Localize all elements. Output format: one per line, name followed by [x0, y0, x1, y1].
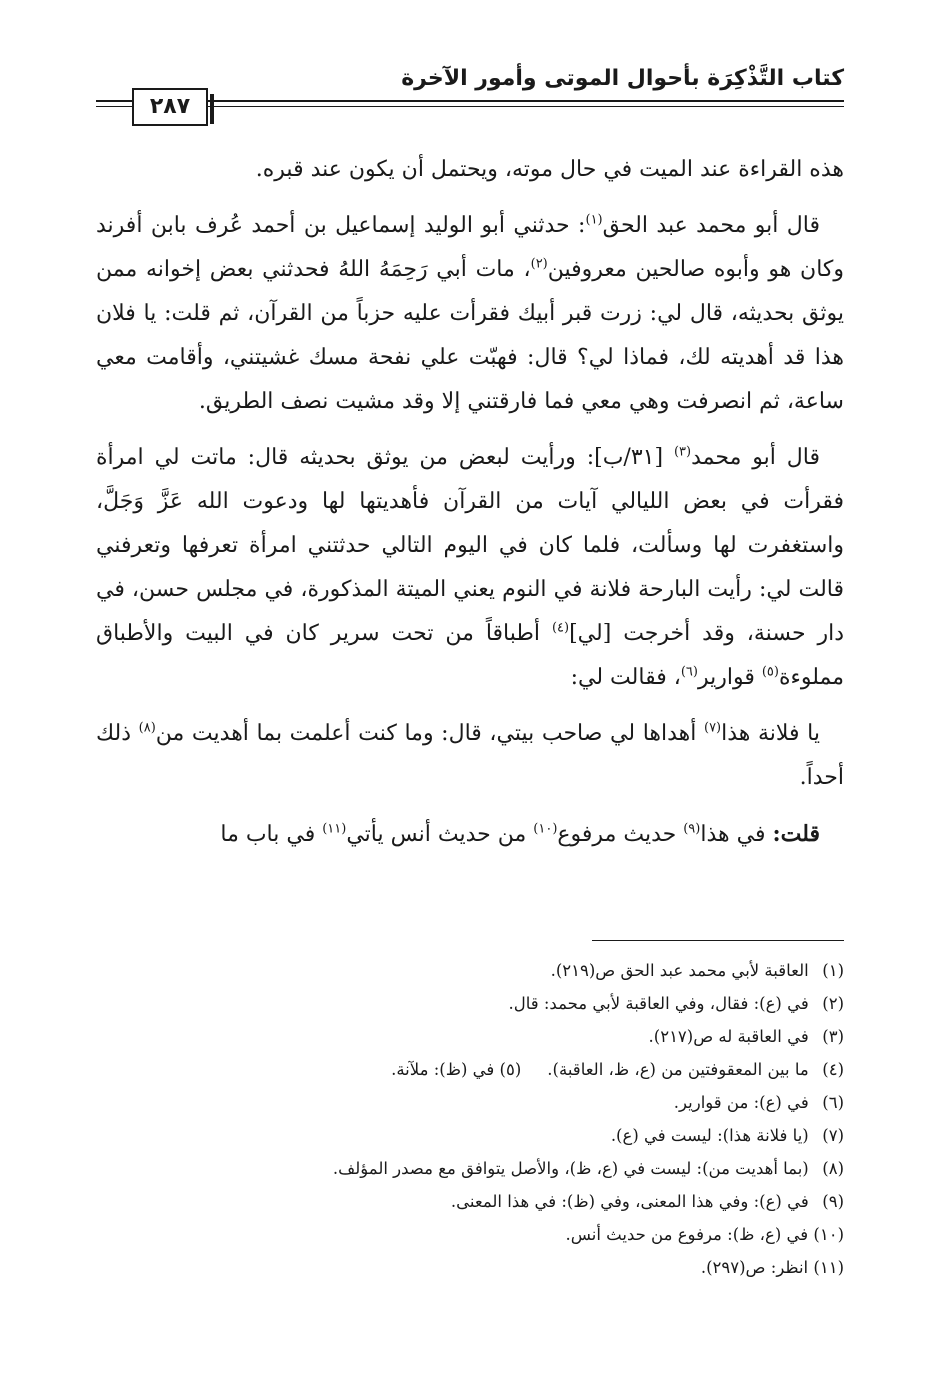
footnote-11 — [96, 1251, 844, 1284]
footnote-2 — [96, 987, 844, 1020]
footnote-11-text: انظر: ص(٢٩٧). — [700, 1258, 809, 1277]
p3-text-d: قوارير — [697, 665, 762, 690]
p5-text-b: حديث مرفوع — [557, 822, 684, 847]
footnote-2-text: في (ع): فقال، وفي العاقبة لأبي محمد: قال. — [508, 994, 809, 1013]
p3-text-b: [٣١/ب]: ورأيت لبعض من يوثق بحديثه قال: ماتت لي امرأة فقرأت في بعض الليالي آيات من القرآن فأهديتها لها ودعوت الله عَزَّ وَجَلَّ، واستغفرت لها وسألت، فلما كان في اليوم التالي حدثتني امرأة تعرفها وتعرفني قالت لي: رأيت البارحة فلانة في النوم يعني الميتة المذكورة، في مجلس حسن، في دار حسنة، وقد أخرجت [لي] — [96, 445, 845, 646]
footnote-9-text: في (ع): وفي هذا المعنى، وفي (ظ): في هذا المعنى. — [450, 1192, 809, 1211]
footnote-ref-1: (١) — [585, 212, 603, 228]
p5-lead-qultu: قلت: — [772, 821, 820, 847]
main-text — [96, 148, 844, 869]
footnote-ref-8: (٨) — [138, 720, 156, 736]
p4-text-a: يا فلانة هذا — [721, 721, 820, 746]
p5-text-a: في هذا — [700, 822, 773, 847]
p5-text-c: من حديث أنس يأتي — [346, 822, 534, 847]
footnote-3-text: في العاقبة له ص(٢١٧). — [648, 1027, 809, 1046]
p4-text-b: أهداها لي صاحب بيتي، قال: وما كنت أعلمت بما أهديت من — [155, 721, 704, 746]
header-rule-thin — [96, 106, 844, 107]
footnote-7 — [96, 1119, 844, 1152]
footnote-ref-2: (٢) — [530, 256, 548, 272]
running-header-title: كتاب التَّذْكِرَة بأحوال الموتى وأمور الآخرة — [401, 66, 844, 91]
footnote-9 — [96, 1185, 844, 1218]
paragraph-4 — [96, 712, 844, 800]
footnote-1-num: (١) — [822, 961, 844, 980]
page-number-box: ٢٨٧ — [132, 88, 208, 126]
p3-text-a: قال أبو محمد — [691, 445, 820, 470]
footnote-2-num: (٢) — [822, 994, 844, 1013]
footnote-7-text: (يا فلانة هذا): ليست في (ع). — [610, 1126, 809, 1145]
p3-text-c: أطباقاً من تحت سرير كان في البيت والأطباق مملوءة — [96, 621, 844, 690]
footnote-4-num: (٤) — [822, 1060, 844, 1079]
footnote-ref-7: (٧) — [703, 720, 722, 736]
footnote-10-text: في (ع، ظ): مرفوع من حديث أنس. — [565, 1225, 809, 1244]
footnote-ref-3: (٣) — [673, 444, 692, 460]
footnote-ref-9: (٩) — [683, 821, 701, 837]
footnote-5-num: (٥) — [499, 1060, 522, 1079]
footnote-1 — [96, 954, 844, 987]
footnote-10 — [96, 1218, 844, 1251]
paragraph-1 — [96, 148, 844, 192]
paragraph-2 — [96, 204, 844, 424]
footnote-4-5 — [96, 1053, 844, 1086]
footnote-6-num: (٦) — [822, 1093, 844, 1112]
footnote-6-text: في (ع): من قوارير. — [673, 1093, 809, 1112]
paragraph-1-text: هذه القراءة عند الميت في حال موته، ويحتمل أن يكون عند قبره. — [255, 157, 844, 182]
footnote-ref-4: (٤) — [551, 620, 570, 636]
p5-text-d: في باب ما — [220, 822, 323, 847]
footnote-ref-11: (١١) — [322, 821, 347, 837]
footnote-separator — [592, 940, 844, 941]
footnote-9-num: (٩) — [822, 1192, 844, 1211]
p4-text-c: ذلك أحداً. — [96, 721, 844, 790]
paragraph-3 — [96, 436, 844, 700]
p2-text-a: قال أبو محمد عبد الحق — [602, 213, 821, 238]
header-rule-thick — [96, 100, 844, 102]
footnote-6 — [96, 1086, 844, 1119]
footnote-3-num: (٣) — [822, 1027, 844, 1046]
footnotes — [96, 954, 844, 1284]
footnote-7-num: (٧) — [822, 1126, 844, 1145]
footnote-11-num: (١١) — [813, 1258, 844, 1277]
p2-text-b: : حدثني أبو الوليد إسماعيل بن أحمد عُرف بابن أفرند وكان هو وأبوه صالحين معروفين — [96, 213, 845, 282]
footnote-3 — [96, 1020, 844, 1053]
paragraph-5 — [96, 812, 844, 857]
footnote-4-text: ما بين المعقوفتين من (ع، ظ، العاقبة). — [547, 1060, 809, 1079]
footnote-8 — [96, 1152, 844, 1185]
footnote-10-num: (١٠) — [813, 1225, 844, 1244]
footnote-ref-5: (٥) — [761, 664, 779, 680]
p2-text-c: ، مات أبي رَحِمَهُ اللهُ فحدثني بعض إخوانه ممن يوثق بحديثه، قال لي: زرت قبر أبيك فقرأت عليه حزباً من القرآن، ثم قلت: يا فلان هذا قد أهديته لك، فماذا لي؟ قال: فهبّت علي نفحة مسك غشيتني، وأقامت معي ساعة، ثم انصرفت وهي معي فما فارقتني إلا وقد مشيت نصف الطريق. — [96, 257, 844, 414]
footnote-8-text: (بما أهديت من): ليست في (ع، ظ)، والأصل يتوافق مع مصدر المؤلف. — [332, 1159, 809, 1178]
footnote-1-text: العاقبة لأبي محمد عبد الحق ص(٢١٩). — [550, 961, 809, 980]
footnote-5-text: في (ظ): ملآنة. — [391, 1060, 495, 1079]
footnote-ref-10: (١٠) — [533, 821, 558, 837]
p3-text-e: ، فقالت لي: — [570, 665, 681, 690]
footnote-ref-6: (٦) — [680, 664, 698, 680]
footnote-8-num: (٨) — [822, 1159, 844, 1178]
